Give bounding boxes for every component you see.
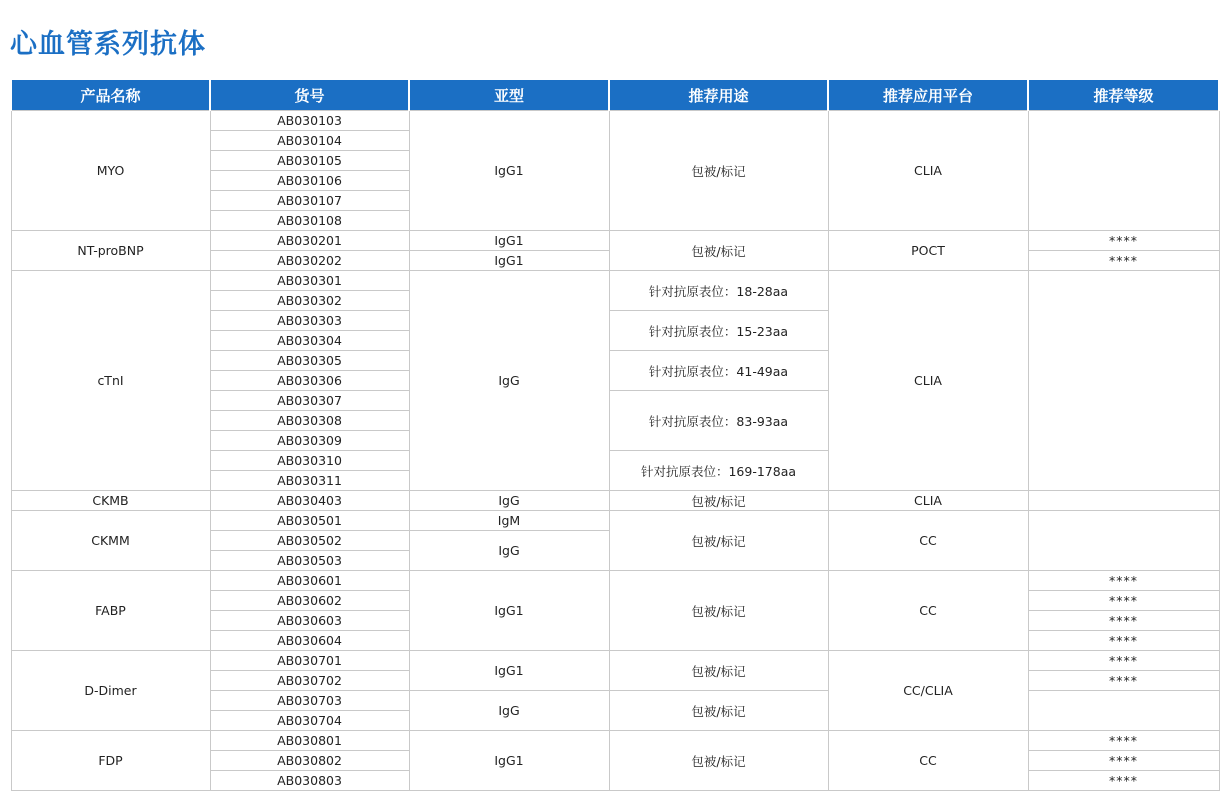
catalog-number-cell: AB030107 bbox=[210, 191, 409, 211]
product-name-cell: CKMB bbox=[11, 491, 210, 511]
use-cell: 包被/标记 bbox=[609, 731, 828, 791]
header-platform: 推荐应用平台 bbox=[828, 80, 1028, 111]
use-cell: 包被/标记 bbox=[609, 651, 828, 691]
catalog-number-cell: AB030306 bbox=[210, 371, 409, 391]
subtype-cell: IgG bbox=[409, 691, 609, 731]
catalog-number-cell: AB030104 bbox=[210, 131, 409, 151]
grade-cell: **** bbox=[1028, 651, 1219, 671]
product-name-cell: CKMM bbox=[11, 511, 210, 571]
table-row bbox=[11, 511, 1219, 531]
grade-cell: **** bbox=[1028, 591, 1219, 611]
use-cell: 包被/标记 bbox=[609, 511, 828, 571]
table-row bbox=[11, 731, 1219, 751]
catalog-number-cell: AB030105 bbox=[210, 151, 409, 171]
product-name-cell: D-Dimer bbox=[11, 651, 210, 731]
use-cell: 针对抗原表位：169-178aa bbox=[609, 451, 828, 491]
header-recommended-use: 推荐用途 bbox=[609, 80, 828, 111]
header-product-name: 产品名称 bbox=[11, 80, 210, 111]
table-row bbox=[11, 571, 1219, 591]
catalog-number-cell: AB030308 bbox=[210, 411, 409, 431]
use-cell: 包被/标记 bbox=[609, 231, 828, 271]
page-title: 心血管系列抗体 bbox=[10, 29, 206, 60]
catalog-number-cell: AB030803 bbox=[210, 771, 409, 791]
platform-cell: CC bbox=[828, 511, 1028, 571]
platform-cell: CC/CLIA bbox=[828, 651, 1028, 731]
grade-cell bbox=[1028, 111, 1219, 231]
use-cell: 针对抗原表位：15-23aa bbox=[609, 311, 828, 351]
grade-cell: **** bbox=[1028, 231, 1219, 251]
catalog-number-cell: AB030702 bbox=[210, 671, 409, 691]
catalog-number-cell: AB030311 bbox=[210, 471, 409, 491]
grade-cell: **** bbox=[1028, 251, 1219, 271]
catalog-number-cell: AB030108 bbox=[210, 211, 409, 231]
product-name-cell: MYO bbox=[11, 111, 210, 231]
table-row bbox=[11, 231, 1219, 251]
platform-cell: CC bbox=[828, 571, 1028, 651]
catalog-number-cell: AB030603 bbox=[210, 611, 409, 631]
grade-cell bbox=[1028, 491, 1219, 511]
catalog-number-cell: AB030310 bbox=[210, 451, 409, 471]
catalog-number-cell: AB030602 bbox=[210, 591, 409, 611]
subtype-cell: IgG1 bbox=[409, 571, 609, 651]
header-grade: 推荐等级 bbox=[1028, 80, 1219, 111]
catalog-number-cell: AB030103 bbox=[210, 111, 409, 131]
subtype-cell: IgG bbox=[409, 531, 609, 571]
use-cell: 包被/标记 bbox=[609, 491, 828, 511]
grade-cell: **** bbox=[1028, 671, 1219, 691]
catalog-number-cell: AB030309 bbox=[210, 431, 409, 451]
catalog-number-cell: AB030304 bbox=[210, 331, 409, 351]
grade-cell: **** bbox=[1028, 771, 1219, 791]
catalog-number-cell: AB030503 bbox=[210, 551, 409, 571]
subtype-cell: IgG bbox=[409, 491, 609, 511]
catalog-number-cell: AB030201 bbox=[210, 231, 409, 251]
catalog-number-cell: AB030303 bbox=[210, 311, 409, 331]
grade-cell: **** bbox=[1028, 571, 1219, 591]
table-row bbox=[11, 651, 1219, 671]
antibody-table bbox=[10, 80, 1220, 791]
table-row bbox=[11, 271, 1219, 291]
platform-cell: CLIA bbox=[828, 491, 1028, 511]
platform-cell: CLIA bbox=[828, 271, 1028, 491]
catalog-number-cell: AB030202 bbox=[210, 251, 409, 271]
use-cell: 针对抗原表位：83-93aa bbox=[609, 391, 828, 451]
grade-cell: **** bbox=[1028, 631, 1219, 651]
subtype-cell: IgG1 bbox=[409, 651, 609, 691]
catalog-number-cell: AB030106 bbox=[210, 171, 409, 191]
header-catalog-number: 货号 bbox=[210, 80, 409, 111]
catalog-number-cell: AB030801 bbox=[210, 731, 409, 751]
catalog-number-cell: AB030701 bbox=[210, 651, 409, 671]
platform-cell: POCT bbox=[828, 231, 1028, 271]
grade-cell bbox=[1028, 691, 1219, 731]
use-cell: 包被/标记 bbox=[609, 691, 828, 731]
catalog-number-cell: AB030604 bbox=[210, 631, 409, 651]
catalog-number-cell: AB030802 bbox=[210, 751, 409, 771]
catalog-number-cell: AB030307 bbox=[210, 391, 409, 411]
use-cell: 包被/标记 bbox=[609, 111, 828, 231]
header-subtype: 亚型 bbox=[409, 80, 609, 111]
table-row bbox=[11, 111, 1219, 131]
catalog-number-cell: AB030301 bbox=[210, 271, 409, 291]
subtype-cell: IgG bbox=[409, 271, 609, 491]
use-cell: 包被/标记 bbox=[609, 571, 828, 651]
subtype-cell: IgG1 bbox=[409, 731, 609, 791]
subtype-cell: IgM bbox=[409, 511, 609, 531]
product-name-cell: FDP bbox=[11, 731, 210, 791]
catalog-number-cell: AB030501 bbox=[210, 511, 409, 531]
product-name-cell: FABP bbox=[11, 571, 210, 651]
grade-cell: **** bbox=[1028, 731, 1219, 751]
grade-cell bbox=[1028, 511, 1219, 571]
catalog-number-cell: AB030305 bbox=[210, 351, 409, 371]
product-name-cell: NT-proBNP bbox=[11, 231, 210, 271]
catalog-number-cell: AB030704 bbox=[210, 711, 409, 731]
catalog-number-cell: AB030703 bbox=[210, 691, 409, 711]
grade-cell: **** bbox=[1028, 611, 1219, 631]
catalog-number-cell: AB030302 bbox=[210, 291, 409, 311]
product-name-cell: cTnI bbox=[11, 271, 210, 491]
grade-cell: **** bbox=[1028, 751, 1219, 771]
table-header-row bbox=[11, 80, 1219, 111]
use-cell: 针对抗原表位：18-28aa bbox=[609, 271, 828, 311]
platform-cell: CC bbox=[828, 731, 1028, 791]
catalog-number-cell: AB030502 bbox=[210, 531, 409, 551]
subtype-cell: IgG1 bbox=[409, 231, 609, 251]
subtype-cell: IgG1 bbox=[409, 111, 609, 231]
catalog-number-cell: AB030601 bbox=[210, 571, 409, 591]
use-cell: 针对抗原表位：41-49aa bbox=[609, 351, 828, 391]
grade-cell bbox=[1028, 271, 1219, 491]
subtype-cell: IgG1 bbox=[409, 251, 609, 271]
catalog-number-cell: AB030403 bbox=[210, 491, 409, 511]
table-row bbox=[11, 491, 1219, 511]
platform-cell: CLIA bbox=[828, 111, 1028, 231]
